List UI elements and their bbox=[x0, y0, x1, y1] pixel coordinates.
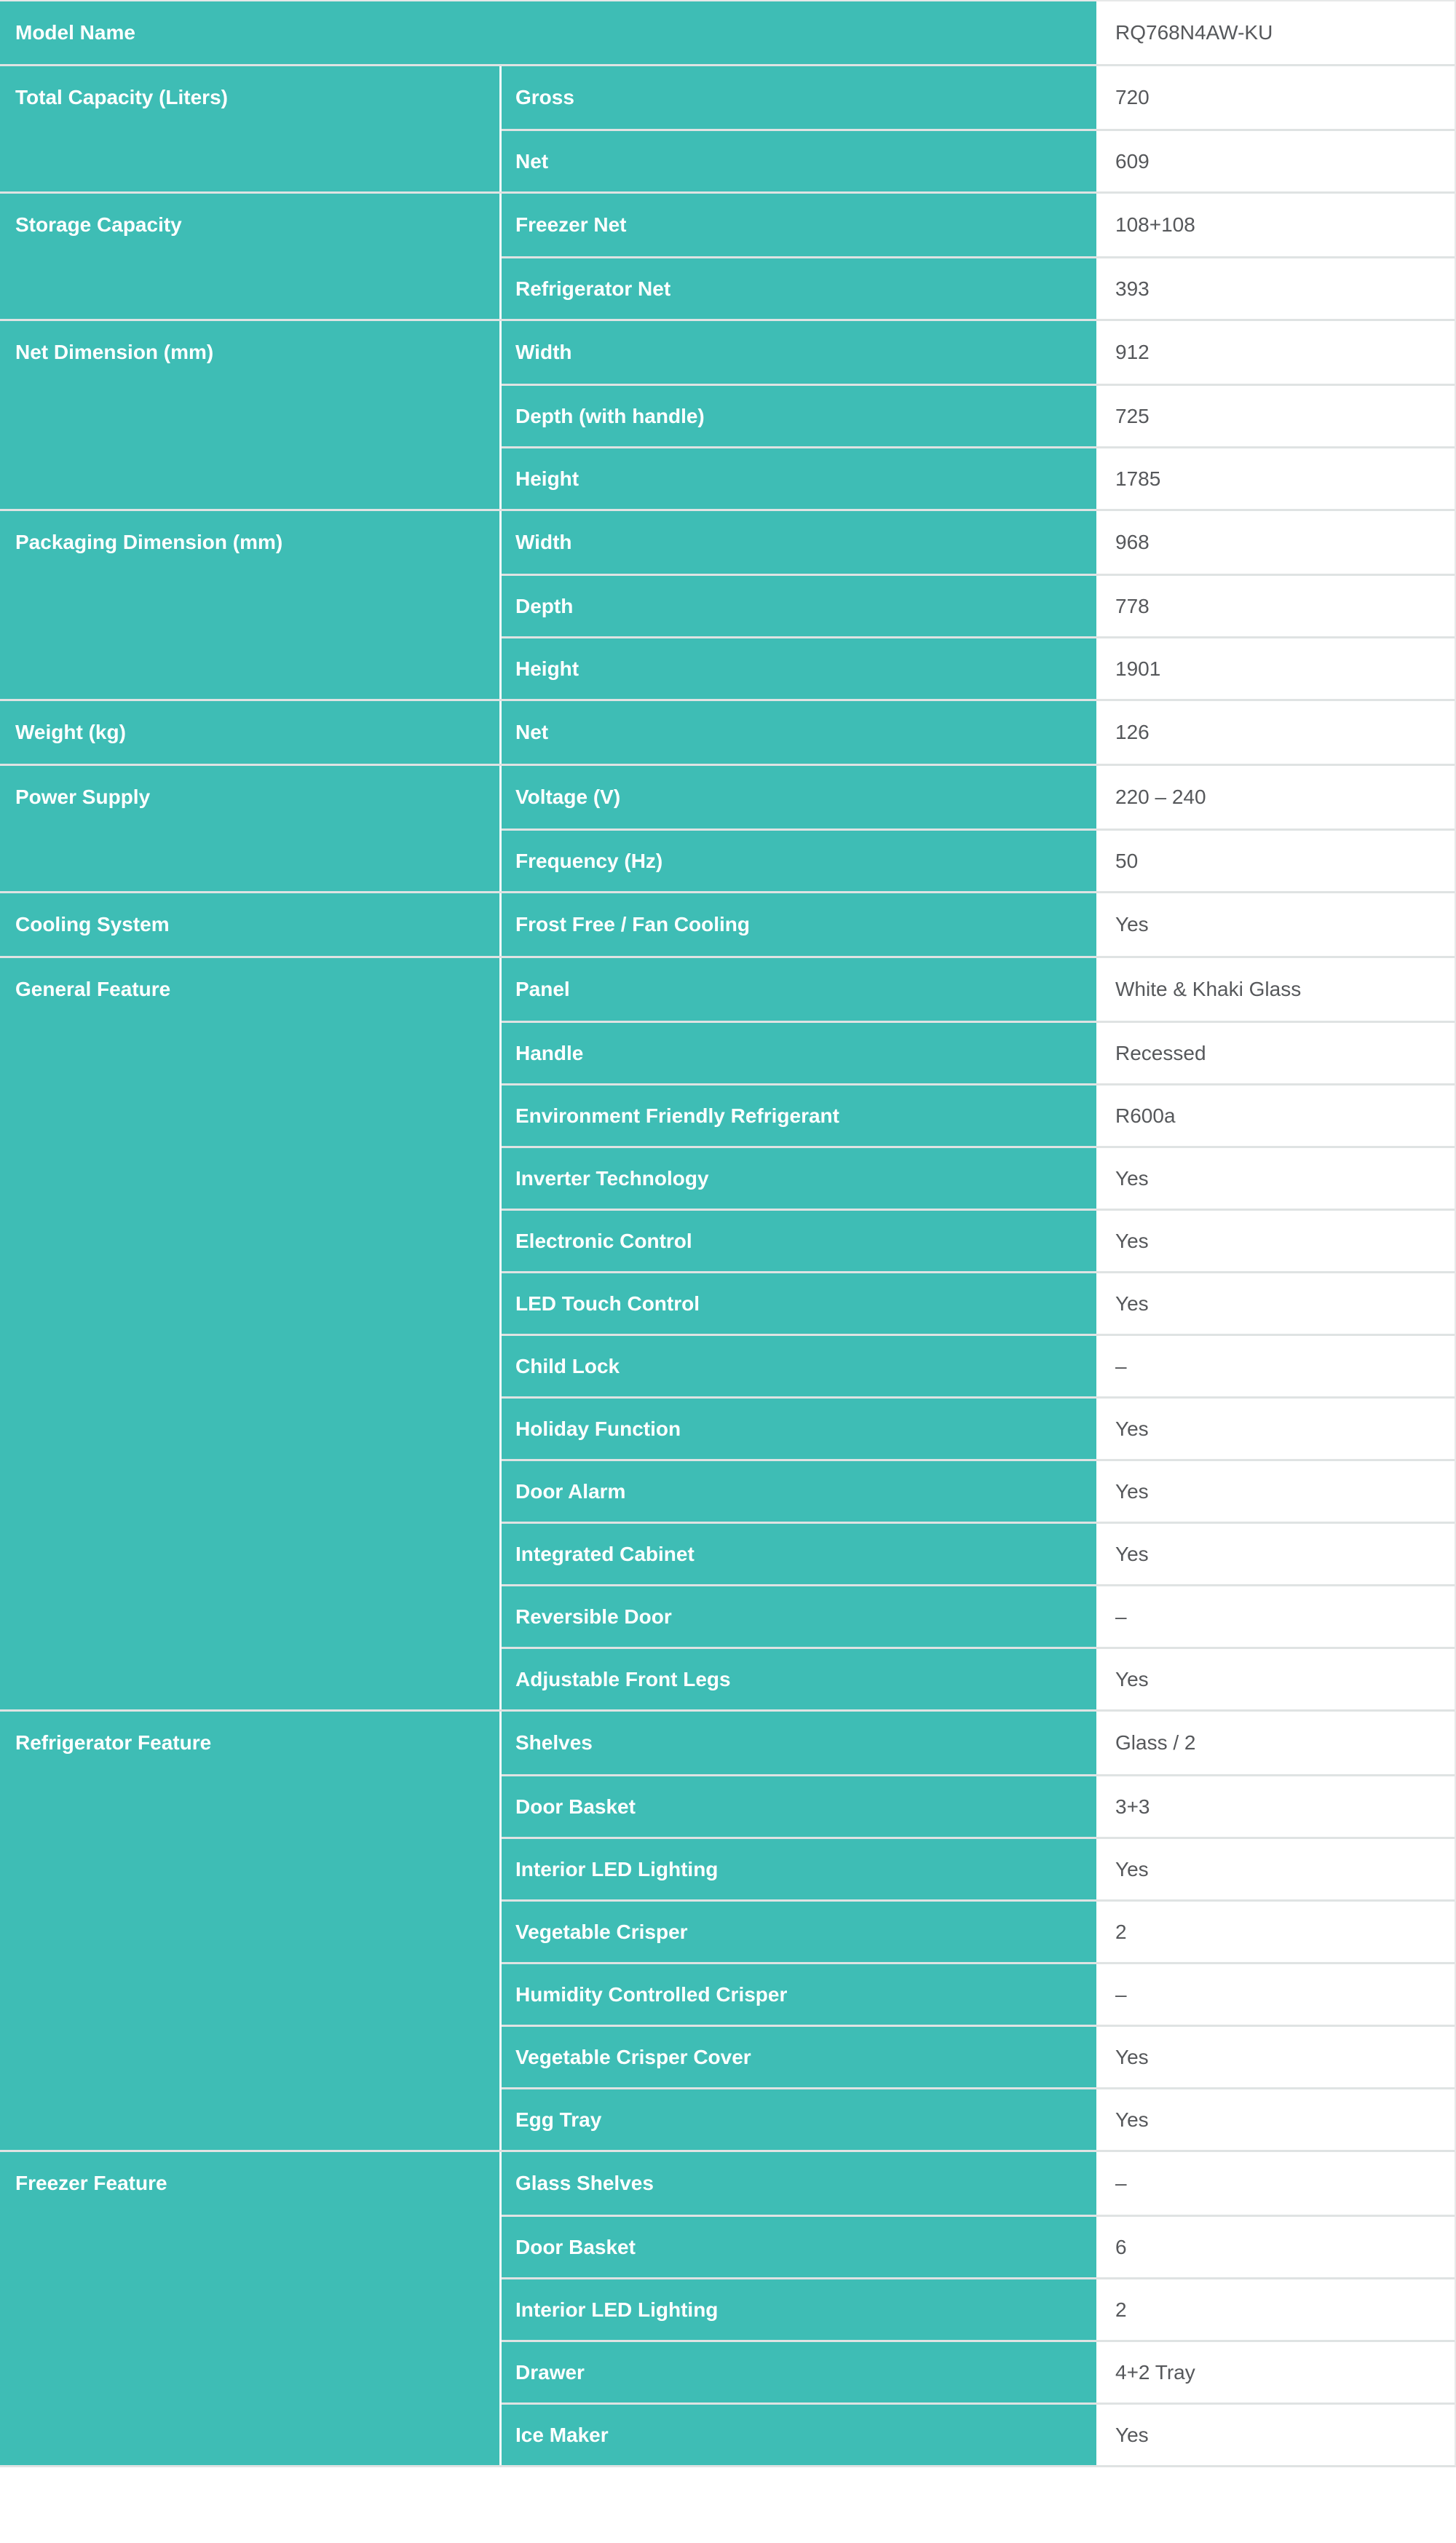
model-name-value: RQ768N4AW-KU bbox=[1096, 1, 1455, 64]
spec-label: Height bbox=[502, 448, 1096, 509]
spec-value: – bbox=[1096, 1336, 1455, 1396]
spec-row bbox=[502, 574, 1455, 636]
category-label: General Feature bbox=[15, 978, 171, 1000]
category-cell bbox=[0, 511, 502, 699]
spec-label: Width bbox=[502, 511, 1096, 574]
spec-value: Yes bbox=[1096, 1273, 1455, 1334]
spec-label: Holiday Function bbox=[502, 1399, 1096, 1459]
spec-label: LED Touch Control bbox=[502, 1273, 1096, 1334]
spec-label: Net bbox=[502, 131, 1096, 191]
spec-value: – bbox=[1096, 1586, 1455, 1647]
spec-row bbox=[502, 194, 1455, 256]
category-cell bbox=[0, 66, 502, 191]
spec-row bbox=[502, 1271, 1455, 1334]
spec-row bbox=[502, 1522, 1455, 1584]
model-name-label: Model Name bbox=[0, 1, 1096, 64]
spec-value: Glass / 2 bbox=[1096, 1712, 1455, 1774]
spec-row bbox=[502, 1146, 1455, 1209]
model-name-row bbox=[0, 1, 1455, 64]
group-rows bbox=[502, 1712, 1455, 2150]
spec-label: Frost Free / Fan Cooling bbox=[502, 893, 1096, 956]
spec-group bbox=[0, 191, 1455, 319]
spec-row bbox=[502, 1899, 1455, 1962]
spec-value: 609 bbox=[1096, 131, 1455, 191]
spec-label: Glass Shelves bbox=[502, 2152, 1096, 2215]
spec-value: – bbox=[1096, 2152, 1455, 2215]
spec-label: Handle bbox=[502, 1023, 1096, 1083]
spec-value: 1901 bbox=[1096, 638, 1455, 699]
spec-value: 778 bbox=[1096, 576, 1455, 636]
spec-row bbox=[502, 1647, 1455, 1709]
spec-row bbox=[502, 2215, 1455, 2277]
spec-label: Frequency (Hz) bbox=[502, 831, 1096, 891]
spec-value: 968 bbox=[1096, 511, 1455, 574]
spec-group bbox=[0, 1709, 1455, 2150]
spec-row bbox=[502, 66, 1455, 129]
spec-value: 912 bbox=[1096, 321, 1455, 384]
spec-row bbox=[502, 893, 1455, 956]
spec-row bbox=[502, 2087, 1455, 2150]
spec-value: Yes bbox=[1096, 1461, 1455, 1522]
spec-label: Environment Friendly Refrigerant bbox=[502, 1085, 1096, 1146]
spec-value: Yes bbox=[1096, 1649, 1455, 1709]
spec-label: Width bbox=[502, 321, 1096, 384]
spec-value: Yes bbox=[1096, 1211, 1455, 1271]
spec-value: Yes bbox=[1096, 2089, 1455, 2150]
group-rows bbox=[502, 766, 1455, 891]
spec-label: Net bbox=[502, 701, 1096, 764]
spec-label: Refrigerator Net bbox=[502, 258, 1096, 319]
category-label: Net Dimension (mm) bbox=[15, 341, 214, 363]
spec-group bbox=[0, 764, 1455, 891]
category-cell bbox=[0, 701, 502, 764]
category-cell bbox=[0, 1712, 502, 2150]
spec-row bbox=[502, 2277, 1455, 2340]
spec-value: – bbox=[1096, 1964, 1455, 2025]
spec-row bbox=[502, 958, 1455, 1021]
spec-label: Freezer Net bbox=[502, 194, 1096, 256]
spec-row bbox=[502, 766, 1455, 828]
spec-label: Panel bbox=[502, 958, 1096, 1021]
spec-row bbox=[502, 1712, 1455, 1774]
spec-row bbox=[502, 1962, 1455, 2025]
spec-value: 2 bbox=[1096, 2279, 1455, 2340]
spec-value: 393 bbox=[1096, 258, 1455, 319]
spec-label: Interior LED Lighting bbox=[502, 2279, 1096, 2340]
spec-value: 4+2 Tray bbox=[1096, 2342, 1455, 2402]
spec-value: Yes bbox=[1096, 893, 1455, 956]
spec-value: 1785 bbox=[1096, 448, 1455, 509]
spec-label: Humidity Controlled Crisper bbox=[502, 1964, 1096, 2025]
spec-label: Depth bbox=[502, 576, 1096, 636]
spec-label: Egg Tray bbox=[502, 2089, 1096, 2150]
spec-value: Yes bbox=[1096, 1399, 1455, 1459]
spec-value: 126 bbox=[1096, 701, 1455, 764]
spec-value: Yes bbox=[1096, 1524, 1455, 1584]
spec-label: Depth (with handle) bbox=[502, 386, 1096, 446]
spec-label: Vegetable Crisper bbox=[502, 1902, 1096, 1962]
spec-label: Gross bbox=[502, 66, 1096, 129]
spec-row bbox=[502, 511, 1455, 574]
spec-row bbox=[502, 1396, 1455, 1459]
spec-group bbox=[0, 319, 1455, 509]
spec-value: Yes bbox=[1096, 2027, 1455, 2087]
category-cell bbox=[0, 766, 502, 891]
spec-value: 3+3 bbox=[1096, 1776, 1455, 1837]
spec-label: Vegetable Crisper Cover bbox=[502, 2027, 1096, 2087]
spec-row bbox=[502, 2152, 1455, 2215]
spec-label: Door Alarm bbox=[502, 1461, 1096, 1522]
spec-group bbox=[0, 509, 1455, 699]
group-rows bbox=[502, 66, 1455, 191]
spec-row bbox=[502, 129, 1455, 191]
category-label: Total Capacity (Liters) bbox=[15, 86, 228, 108]
spec-row bbox=[502, 2025, 1455, 2087]
group-rows bbox=[502, 321, 1455, 509]
spec-groups bbox=[0, 64, 1455, 2465]
spec-label: Door Basket bbox=[502, 1776, 1096, 1837]
category-cell bbox=[0, 958, 502, 1709]
group-rows bbox=[502, 194, 1455, 319]
spec-value: 50 bbox=[1096, 831, 1455, 891]
spec-label: Drawer bbox=[502, 2342, 1096, 2402]
spec-label: Adjustable Front Legs bbox=[502, 1649, 1096, 1709]
spec-value: 108+108 bbox=[1096, 194, 1455, 256]
spec-value: White & Khaki Glass bbox=[1096, 958, 1455, 1021]
spec-group bbox=[0, 956, 1455, 1709]
spec-group bbox=[0, 2150, 1455, 2465]
spec-row bbox=[502, 2340, 1455, 2402]
category-label: Storage Capacity bbox=[15, 213, 182, 236]
spec-value: 220 – 240 bbox=[1096, 766, 1455, 828]
spec-label: Inverter Technology bbox=[502, 1148, 1096, 1209]
spec-value: R600a bbox=[1096, 1085, 1455, 1146]
spec-value: 2 bbox=[1096, 1902, 1455, 1962]
group-rows bbox=[502, 2152, 1455, 2465]
spec-value: 6 bbox=[1096, 2217, 1455, 2277]
spec-row bbox=[502, 256, 1455, 319]
spec-value: Yes bbox=[1096, 2405, 1455, 2465]
spec-group bbox=[0, 699, 1455, 764]
spec-row bbox=[502, 1837, 1455, 1899]
spec-value: 720 bbox=[1096, 66, 1455, 129]
category-label: Cooling System bbox=[15, 913, 170, 936]
spec-row bbox=[502, 1334, 1455, 1396]
spec-row bbox=[502, 446, 1455, 509]
group-rows bbox=[502, 511, 1455, 699]
spec-row bbox=[502, 1083, 1455, 1146]
category-cell bbox=[0, 893, 502, 956]
spec-value: Yes bbox=[1096, 1148, 1455, 1209]
group-rows bbox=[502, 893, 1455, 956]
spec-group bbox=[0, 891, 1455, 956]
spec-label: Voltage (V) bbox=[502, 766, 1096, 828]
spec-label: Electronic Control bbox=[502, 1211, 1096, 1271]
spec-group bbox=[0, 64, 1455, 191]
spec-label: Interior LED Lighting bbox=[502, 1839, 1096, 1899]
category-cell bbox=[0, 194, 502, 319]
category-cell bbox=[0, 321, 502, 509]
spec-value: 725 bbox=[1096, 386, 1455, 446]
category-label: Power Supply bbox=[15, 786, 151, 808]
category-label: Packaging Dimension (mm) bbox=[15, 531, 283, 553]
group-rows bbox=[502, 701, 1455, 764]
spec-label: Ice Maker bbox=[502, 2405, 1096, 2465]
spec-label: Height bbox=[502, 638, 1096, 699]
category-label: Freezer Feature bbox=[15, 2172, 167, 2194]
spec-row bbox=[502, 701, 1455, 764]
spec-label: Integrated Cabinet bbox=[502, 1524, 1096, 1584]
spec-row bbox=[502, 636, 1455, 699]
spec-row bbox=[502, 1209, 1455, 1271]
category-cell bbox=[0, 2152, 502, 2465]
spec-row bbox=[502, 828, 1455, 891]
spec-row bbox=[502, 1021, 1455, 1083]
spec-label: Door Basket bbox=[502, 2217, 1096, 2277]
category-label: Weight (kg) bbox=[15, 721, 126, 743]
spec-row bbox=[502, 1774, 1455, 1837]
spec-row bbox=[502, 321, 1455, 384]
spec-value: Recessed bbox=[1096, 1023, 1455, 1083]
spec-label: Reversible Door bbox=[502, 1586, 1096, 1647]
spec-label: Child Lock bbox=[502, 1336, 1096, 1396]
spec-value: Yes bbox=[1096, 1839, 1455, 1899]
spec-row bbox=[502, 2402, 1455, 2465]
group-rows bbox=[502, 958, 1455, 1709]
spec-row bbox=[502, 1584, 1455, 1647]
spec-row bbox=[502, 1459, 1455, 1522]
spec-row bbox=[502, 384, 1455, 446]
spec-label: Shelves bbox=[502, 1712, 1096, 1774]
category-label: Refrigerator Feature bbox=[15, 1731, 212, 1754]
